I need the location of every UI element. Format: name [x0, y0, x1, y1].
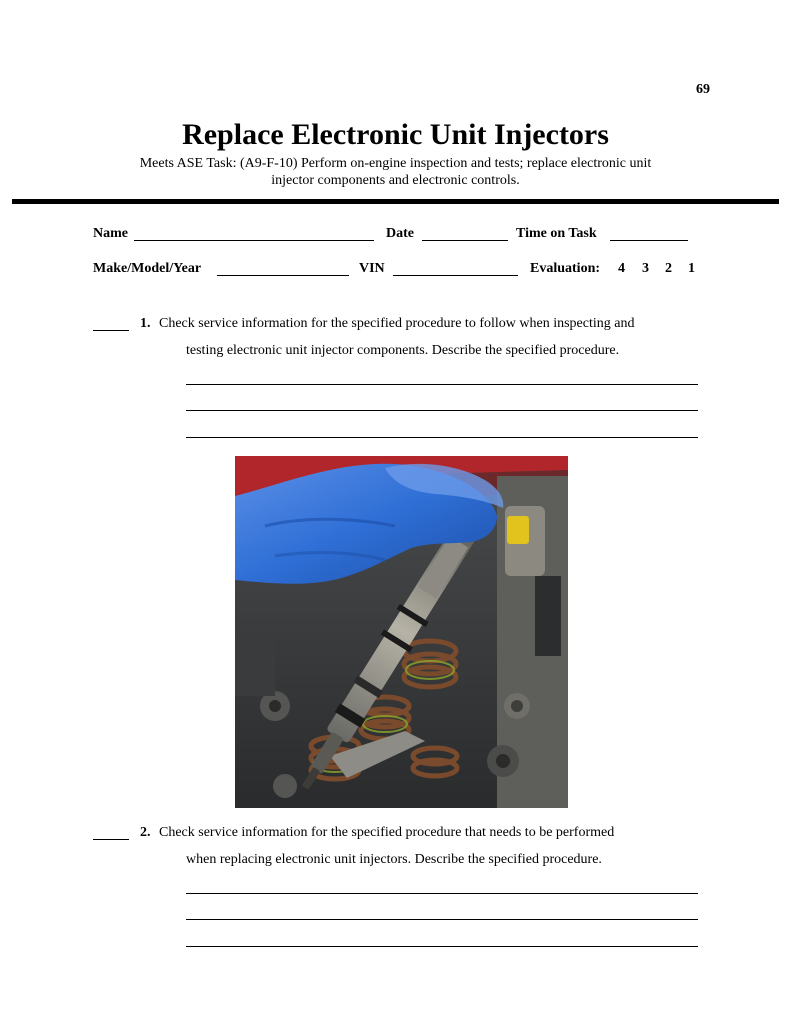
date-label: Date: [386, 226, 414, 241]
header-divider: [12, 199, 779, 204]
task-description: [100, 155, 691, 189]
vin-label: VIN: [359, 261, 385, 276]
page-title: Replace Electronic Unit Injectors: [182, 118, 609, 151]
step-2-answer-line-1[interactable]: [186, 893, 698, 894]
step-1-number: 1.: [140, 316, 151, 331]
step-2-answer-line-2[interactable]: [186, 919, 698, 920]
step-1-checkoff-blank[interactable]: [93, 316, 129, 331]
step-2-answer-line-3[interactable]: [186, 946, 698, 947]
step-1-answer-line-2[interactable]: [186, 410, 698, 411]
step-2: [0, 819, 791, 879]
step-1-answer-line-3[interactable]: [186, 437, 698, 438]
page-number: 69: [696, 82, 710, 97]
step-2-number: 2.: [140, 825, 151, 840]
name-field[interactable]: [134, 226, 374, 241]
name-label: Name: [93, 226, 128, 241]
time-on-task-label: Time on Task: [516, 226, 597, 241]
info-row-2: [0, 261, 791, 281]
date-field[interactable]: [422, 226, 508, 241]
step-2-checkoff-blank[interactable]: [93, 825, 129, 840]
vin-field[interactable]: [393, 261, 518, 276]
step-2-text-line-1: Check service information for the specified procedure that needs to be performed: [159, 825, 615, 840]
task-description-line-2: injector components and electronic controls.: [271, 173, 520, 188]
step-1-text-line-1: Check service information for the specified procedure to follow when inspecting and: [159, 316, 635, 331]
evaluation-score-3[interactable]: 3: [642, 261, 649, 276]
step-1-text-line-2: testing electronic unit injector components. Describe the specified procedure.: [186, 343, 620, 358]
info-row-1: [0, 226, 791, 246]
evaluation-score-4[interactable]: 4: [618, 261, 625, 276]
evaluation-label: Evaluation:: [530, 261, 601, 276]
make-model-year-label: Make/Model/Year: [93, 261, 202, 276]
time-on-task-field[interactable]: [610, 226, 688, 241]
evaluation-score-1[interactable]: 1: [688, 261, 695, 276]
injector-photo: [235, 456, 568, 808]
step-2-text-line-2: when replacing electronic unit injectors. Describe the specified procedure.: [186, 852, 602, 867]
step-1: [0, 310, 791, 440]
task-description-line-1: Meets ASE Task: (A9-F-10) Perform on-engine inspection and tests; replace electronic unit: [139, 156, 652, 171]
evaluation-score-2[interactable]: 2: [665, 261, 672, 276]
make-model-year-field[interactable]: [217, 261, 349, 276]
step-1-answer-line-1[interactable]: [186, 384, 698, 385]
